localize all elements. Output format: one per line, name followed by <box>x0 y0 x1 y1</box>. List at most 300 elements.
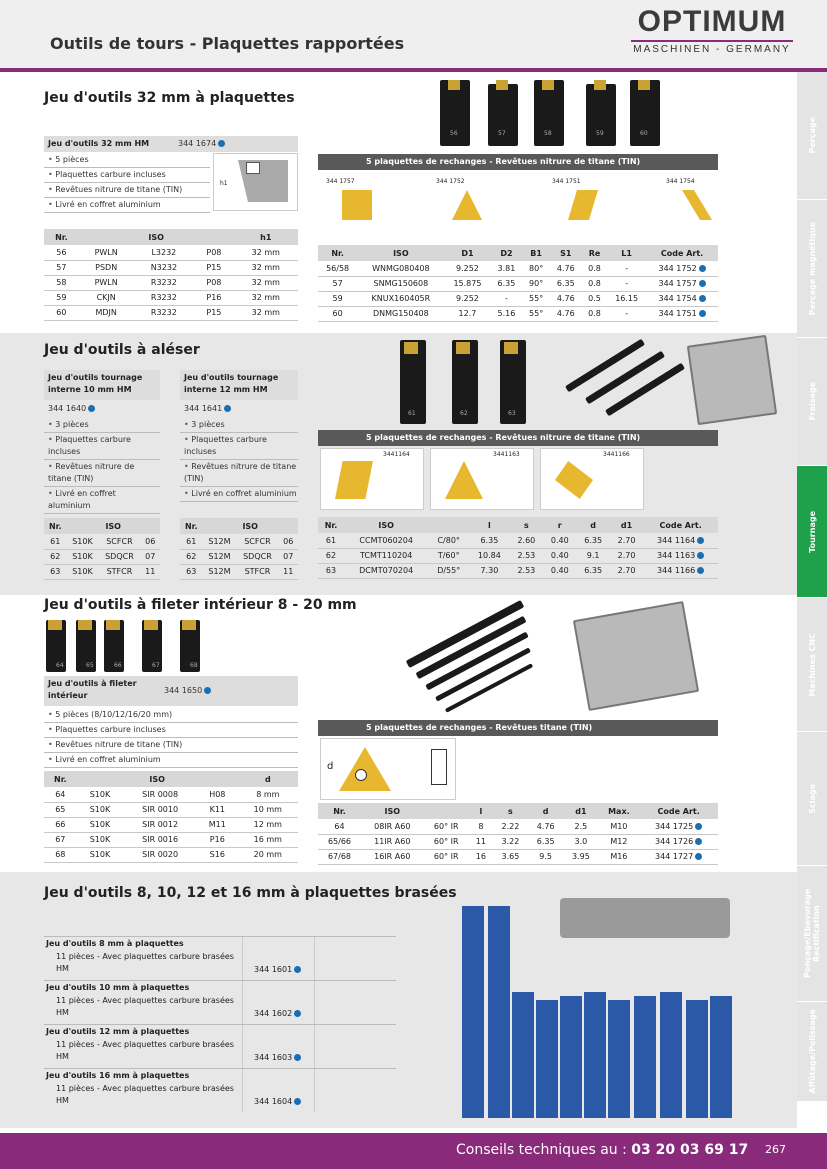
column-header: L1 <box>607 245 646 261</box>
table-cell: DCMT070204 <box>344 563 428 578</box>
link-dot-icon[interactable] <box>695 823 702 830</box>
table-cell: KNUX160405R <box>357 291 444 306</box>
table-cell: 07 <box>140 549 160 564</box>
link-dot-icon[interactable] <box>699 280 706 287</box>
table-cell: 344 1727 <box>639 849 718 864</box>
diagram-code: 344 1757 <box>326 178 355 185</box>
column-divider <box>242 1025 243 1068</box>
footer-label: Conseils techniques au : <box>456 1142 627 1158</box>
tool-number: 67 <box>152 662 160 669</box>
column-header: Code Art. <box>646 245 718 261</box>
link-dot-icon[interactable] <box>204 687 211 694</box>
table-cell: 10 mm <box>238 802 298 817</box>
table-cell: PWLN <box>79 275 134 290</box>
table-cell: 07 <box>278 549 298 564</box>
table-cell: 0.5 <box>582 291 607 306</box>
table-cell: 344 1726 <box>639 834 718 849</box>
table-cell: 11IR A60 <box>361 834 424 849</box>
brazed-set-desc: 11 pièces - Avec plaquettes carbure brasées HM <box>56 996 234 1017</box>
table-cell: PWLN <box>79 245 134 260</box>
table-cell: - <box>607 261 646 276</box>
table-cell: N3232 <box>134 260 195 275</box>
link-dot-icon[interactable] <box>699 265 706 272</box>
table-cell: S10K <box>66 534 98 549</box>
brazed-tool <box>560 996 582 1118</box>
bullets-32mm <box>44 153 210 213</box>
carbide-insert <box>594 80 606 90</box>
table-cell: 4.76 <box>550 306 582 321</box>
insert-diagram <box>540 448 644 510</box>
bullets-threading <box>44 708 298 768</box>
bullet-item: • Plaquettes carbure incluses <box>44 433 160 460</box>
column-header: Nr. <box>318 803 361 819</box>
tool-number: 68 <box>190 662 198 669</box>
brazed-tool <box>462 906 484 1118</box>
table-cell: T/60° <box>428 548 469 563</box>
table-cell: 0.8 <box>582 261 607 276</box>
insert-shape <box>335 461 373 499</box>
table-cell: 12.7 <box>445 306 491 321</box>
table-cell: 32 mm <box>234 260 298 275</box>
carbide-insert <box>182 620 196 630</box>
table-cell: 2.53 <box>510 563 543 578</box>
diagram-code: 3441166 <box>603 451 630 458</box>
info-header-32mm: Jeu d'outils 32 mm HM 344 1674 <box>44 136 298 152</box>
brazed-tool <box>686 1000 708 1118</box>
brazed-set-desc: 11 pièces - Avec plaquettes carbure brasées HM <box>56 952 234 973</box>
brazed-set-row <box>44 1068 396 1112</box>
table-cell: - <box>607 306 646 321</box>
brazed-set-title: Jeu d'outils 16 mm à plaquettes <box>46 1071 190 1080</box>
table-cell: 3.95 <box>563 849 598 864</box>
table-cell: 32 mm <box>234 290 298 305</box>
table-cell: 32 mm <box>234 245 298 260</box>
diagram-code: 344 1751 <box>552 178 581 185</box>
table-cell: 10.84 <box>469 548 510 563</box>
table-cell: SCFCR <box>236 534 278 549</box>
brazed-set-row <box>44 980 396 1024</box>
link-dot-icon[interactable] <box>294 1054 301 1061</box>
brazed-tool <box>634 996 656 1118</box>
carbide-insert <box>638 80 650 90</box>
column-header: ISO <box>77 771 238 787</box>
column-header <box>424 803 469 819</box>
table-cell: 62 <box>180 549 202 564</box>
table-header-row <box>180 518 298 534</box>
article-code: 344 1650 <box>164 686 211 695</box>
bullet-item: • Livré en coffret aluminium <box>44 487 160 514</box>
insert-shape <box>568 190 598 220</box>
table-cell: 0.8 <box>582 306 607 321</box>
page-title: Outils de tours - Plaquettes rapportées <box>50 34 405 53</box>
table-row <box>44 260 298 275</box>
link-dot-icon[interactable] <box>695 838 702 845</box>
article-code: 344 1601 <box>254 965 301 974</box>
table-cell: 2.53 <box>510 548 543 563</box>
table-cell: SNMG150608 <box>357 276 444 291</box>
table-32mm <box>44 229 298 321</box>
diagram-code: 344 1754 <box>666 178 695 185</box>
table-cell: 3.65 <box>493 849 528 864</box>
bullet-item: • 5 pièces (8/10/12/16/20 mm) <box>44 708 298 723</box>
brazed-set-desc: 11 pièces - Avec plaquettes carbure brasées HM <box>56 1040 234 1061</box>
tool-number: 65 <box>86 662 94 669</box>
diagram-code: 344 1752 <box>436 178 465 185</box>
table-row <box>318 819 718 834</box>
insert-diagram <box>324 176 430 240</box>
insert-table-threading <box>318 803 718 865</box>
bullet-item: • Revêtues nitrure de titane (TIN) <box>44 183 210 198</box>
page-header <box>0 0 827 72</box>
table-cell: 65 <box>44 802 77 817</box>
link-dot-icon[interactable] <box>294 1098 301 1105</box>
table-cell: 62 <box>44 549 66 564</box>
table-row <box>318 533 718 548</box>
table-cell: S10K <box>77 817 124 832</box>
table-cell: R3232 <box>134 305 195 320</box>
article-code: 344 1641 <box>184 404 231 413</box>
table-header-row <box>44 771 298 787</box>
table-row <box>318 306 718 321</box>
link-dot-icon[interactable] <box>88 405 95 412</box>
side-tab-7[interactable] <box>797 1002 827 1102</box>
table-cell: 2.60 <box>510 533 543 548</box>
diagram-code: 3441163 <box>493 451 520 458</box>
side-tab-label: Perçage magnétique <box>807 221 817 316</box>
table-cell: H08 <box>197 787 238 802</box>
table-cell: 11 <box>140 564 160 579</box>
table-cell: S12M <box>202 534 236 549</box>
table-cell: 56 <box>44 245 79 260</box>
footer-phone[interactable]: 03 20 03 69 17 <box>631 1142 749 1158</box>
side-tab-3[interactable] <box>797 466 827 598</box>
tool-number: 64 <box>56 662 64 669</box>
table-cell: 56/58 <box>318 261 357 276</box>
diagram-code: 3441164 <box>383 451 410 458</box>
brazed-tool <box>660 992 682 1118</box>
bullet-item: • Revêtues nitrure de titane (TIN) <box>44 738 298 753</box>
side-tab-2[interactable] <box>797 338 827 466</box>
column-header: ISO <box>66 518 160 534</box>
table-row <box>44 305 298 320</box>
table-cell: 59 <box>318 291 357 306</box>
column-header: ISO <box>344 517 428 533</box>
table-cell: 55° <box>523 306 550 321</box>
table-cell: S12M <box>202 549 236 564</box>
insert-banner: 5 plaquettes de rechanges - Revêtues nitrure de titane (TIN) <box>318 430 718 446</box>
table-cell: M16 <box>598 849 639 864</box>
bullet-item: • 3 pièces <box>44 418 160 433</box>
column-divider <box>314 937 315 980</box>
table-header-row <box>318 803 718 819</box>
table-cell: 6.35 <box>576 563 609 578</box>
table-row <box>318 834 718 849</box>
insert-diagram <box>550 176 656 240</box>
brazed-set-desc: 11 pièces - Avec plaquettes carbure brasées HM <box>56 1084 234 1105</box>
table-cell: 63 <box>180 564 202 579</box>
table-cell: K11 <box>197 802 238 817</box>
bullet-item: • 5 pièces <box>44 153 210 168</box>
table-cell: S10K <box>77 832 124 847</box>
link-dot-icon[interactable] <box>218 140 225 147</box>
table-cell: 11 <box>278 564 298 579</box>
carbide-insert <box>456 342 470 354</box>
category-sidebar <box>797 72 827 1102</box>
carbide-insert <box>78 620 92 630</box>
table-cell: 63 <box>318 563 344 578</box>
table-cell: S16 <box>197 847 238 862</box>
table-row <box>318 849 718 864</box>
side-tab-label: Ponçage/Ebavurage Rectification <box>803 888 821 979</box>
tool-number: 62 <box>460 410 468 417</box>
tool-number: 56 <box>450 130 458 137</box>
table-row <box>318 276 718 291</box>
table-cell: 57 <box>44 260 79 275</box>
side-tab-0[interactable] <box>797 72 827 200</box>
table-cell: C/80° <box>428 533 469 548</box>
side-tab-label: Perçage <box>807 117 817 154</box>
tool-number: 59 <box>596 130 604 137</box>
table-cell: SDQCR <box>98 549 140 564</box>
column-header: l <box>469 517 510 533</box>
page-footer <box>0 1133 827 1169</box>
article-code: 344 1603 <box>254 1053 301 1062</box>
brazed-set-row <box>44 1024 396 1068</box>
table-cell: - <box>607 276 646 291</box>
column-header: Nr. <box>44 518 66 534</box>
table-cell: SIR 0010 <box>123 802 197 817</box>
table-row <box>180 549 298 564</box>
carbide-insert <box>106 620 120 630</box>
table-header-row <box>44 229 298 245</box>
table-cell: 11 <box>469 834 493 849</box>
table-cell: 8 <box>469 819 493 834</box>
table-cell: SIR 0020 <box>123 847 197 862</box>
table-cell: CKJN <box>79 290 134 305</box>
insert-diagram <box>430 448 534 510</box>
table-row <box>318 548 718 563</box>
table-cell: 4.76 <box>528 819 563 834</box>
table-cell: 6.35 <box>550 276 582 291</box>
table-header-row <box>318 517 718 533</box>
table-cell: 64 <box>44 787 77 802</box>
table-row <box>44 534 160 549</box>
table-cell: P16 <box>197 832 238 847</box>
holder-diagram: h1 <box>213 153 298 211</box>
table-cell: P08 <box>194 275 233 290</box>
thread-insert-diagram: d <box>320 738 456 800</box>
table-cell: 60 <box>318 306 357 321</box>
table-cell: 3.81 <box>490 261 522 276</box>
tool-number: 57 <box>498 130 506 137</box>
column-divider <box>242 1069 243 1112</box>
link-dot-icon[interactable] <box>699 310 706 317</box>
link-dot-icon[interactable] <box>224 405 231 412</box>
carbide-insert <box>448 80 460 90</box>
section-title-brazed: Jeu d'outils 8, 10, 12 et 16 mm à plaquettes brasées <box>44 885 457 901</box>
table-cell: 6.35 <box>490 276 522 291</box>
table-cell: 3.22 <box>493 834 528 849</box>
brazed-tool <box>536 1000 558 1118</box>
side-tab-label: Affûtage/Polissage <box>807 1009 817 1094</box>
table-cell: 6.35 <box>528 834 563 849</box>
insert-shape <box>452 190 482 220</box>
table-cell: 6.35 <box>576 533 609 548</box>
table-row <box>44 817 298 832</box>
column-header: s <box>493 803 528 819</box>
column-header: ISO <box>79 229 234 245</box>
table-cell: 344 1163 <box>643 548 718 563</box>
insert-shape <box>555 461 593 499</box>
table-cell: S10K <box>66 549 98 564</box>
table-cell: MDJN <box>79 305 134 320</box>
insert-shape <box>445 461 483 499</box>
table-cell: P08 <box>194 245 233 260</box>
side-tab-1[interactable] <box>797 200 827 338</box>
insert-table-boring <box>318 517 718 579</box>
table-cell: 2.5 <box>563 819 598 834</box>
insert-table-32mm <box>318 245 718 322</box>
table-cell: R3232 <box>134 290 195 305</box>
article-code: 344 1640 <box>48 404 95 413</box>
insert-shape <box>342 190 372 220</box>
table-cell: S12M <box>202 564 236 579</box>
brazed-tool <box>488 906 510 1118</box>
tool-number: 58 <box>544 130 552 137</box>
tool-number: 61 <box>408 410 416 417</box>
table-cell: 16IR A60 <box>361 849 424 864</box>
table-cell: M10 <box>598 819 639 834</box>
table-cell: STFCR <box>236 564 278 579</box>
side-tab-label: Sciage <box>807 783 817 814</box>
aluminium-case <box>687 335 777 425</box>
carbide-insert <box>496 80 508 90</box>
table-cell: 60° IR <box>424 819 469 834</box>
column-header: r <box>543 517 576 533</box>
section-title-boring: Jeu d'outils à aléser <box>44 342 200 358</box>
column-divider <box>314 981 315 1024</box>
bullet-item: • Livré en coffret aluminium <box>44 753 298 768</box>
table-cell: 9.252 <box>445 261 491 276</box>
table-cell: 67/68 <box>318 849 361 864</box>
table-10mm <box>44 518 160 580</box>
brazed-set-row <box>44 936 396 980</box>
table-row <box>44 802 298 817</box>
column-header: D2 <box>490 245 522 261</box>
table-cell: SIR 0012 <box>123 817 197 832</box>
link-dot-icon[interactable] <box>697 567 704 574</box>
table-cell: 15.875 <box>445 276 491 291</box>
bullet-item: • 3 pièces <box>180 418 298 433</box>
table-cell: L3232 <box>134 245 195 260</box>
link-dot-icon[interactable] <box>697 552 704 559</box>
table-cell: 66 <box>44 817 77 832</box>
table-cell: 0.8 <box>582 276 607 291</box>
bullets-12mm <box>180 418 298 502</box>
tool-number: 66 <box>114 662 122 669</box>
table-cell: CCMT060204 <box>344 533 428 548</box>
link-dot-icon[interactable] <box>695 853 702 860</box>
table-cell: 60° IR <box>424 834 469 849</box>
carbide-insert <box>504 342 518 354</box>
table-cell: 2.22 <box>493 819 528 834</box>
column-header: ISO <box>357 245 444 261</box>
column-header: ISO <box>202 518 298 534</box>
column-header: Nr. <box>44 229 79 245</box>
info-header-threading: Jeu d'outils à fileter intérieur 344 1650 <box>44 676 298 706</box>
column-divider <box>314 1025 315 1068</box>
table-cell: D/55° <box>428 563 469 578</box>
link-dot-icon[interactable] <box>294 1010 301 1017</box>
insert-diagram <box>434 176 540 240</box>
link-dot-icon[interactable] <box>294 966 301 973</box>
table-cell: 16.15 <box>607 291 646 306</box>
table-cell: 16 mm <box>238 832 298 847</box>
table-cell: 67 <box>44 832 77 847</box>
info-header-10mm: Jeu d'outils tournage interne 10 mm HM <box>44 370 160 400</box>
link-dot-icon[interactable] <box>697 537 704 544</box>
column-header: d1 <box>610 517 643 533</box>
table-cell: 9.252 <box>445 291 491 306</box>
table-cell: 7.30 <box>469 563 510 578</box>
table-cell: 4.76 <box>550 261 582 276</box>
table-cell: TCMT110204 <box>344 548 428 563</box>
link-dot-icon[interactable] <box>699 295 706 302</box>
side-tab-label: Tournage <box>807 510 817 553</box>
table-cell: 32 mm <box>234 305 298 320</box>
table-cell: 68 <box>44 847 77 862</box>
bullet-item: • Plaquettes carbure incluses <box>180 433 298 460</box>
table-cell: 65/66 <box>318 834 361 849</box>
bullet-item: • Revêtues nitrure de titane (TIN) <box>180 460 298 487</box>
table-row <box>44 245 298 260</box>
column-header: d <box>238 771 298 787</box>
table-cell: P16 <box>194 290 233 305</box>
column-header: Nr. <box>44 771 77 787</box>
column-header: d <box>576 517 609 533</box>
side-tab-4[interactable] <box>797 598 827 732</box>
brazed-set-title: Jeu d'outils 12 mm à plaquettes <box>46 1027 190 1036</box>
table-cell: 61 <box>180 534 202 549</box>
tool-number: 60 <box>640 130 648 137</box>
table-cell: 64 <box>318 819 361 834</box>
table-cell: 8 mm <box>238 787 298 802</box>
side-tab-6[interactable] <box>797 866 827 1002</box>
carbide-insert <box>542 80 554 90</box>
bullets-10mm <box>44 418 160 514</box>
column-header: Code Art. <box>639 803 718 819</box>
section-title-32mm: Jeu d'outils 32 mm à plaquettes <box>44 90 295 106</box>
table-cell: R3232 <box>134 275 195 290</box>
table-cell: 344 1751 <box>646 306 718 321</box>
insert-banner: 5 plaquettes de rechanges - Revêtues nitrure de titane (TIN) <box>318 154 718 170</box>
side-tab-5[interactable] <box>797 732 827 866</box>
table-threading <box>44 771 298 863</box>
bullet-item: • Livré en coffret aluminium <box>180 487 298 502</box>
table-cell: S10K <box>77 802 124 817</box>
carbide-insert <box>144 620 158 630</box>
table-cell: 63 <box>44 564 66 579</box>
table-cell: 12 mm <box>238 817 298 832</box>
table-cell: 59 <box>44 290 79 305</box>
table-cell: PSDN <box>79 260 134 275</box>
table-cell: 06 <box>278 534 298 549</box>
column-header: S1 <box>550 245 582 261</box>
table-cell: M11 <box>197 817 238 832</box>
brazed-tool <box>584 992 606 1118</box>
brand-logo <box>627 6 797 55</box>
table-cell: P15 <box>194 305 233 320</box>
